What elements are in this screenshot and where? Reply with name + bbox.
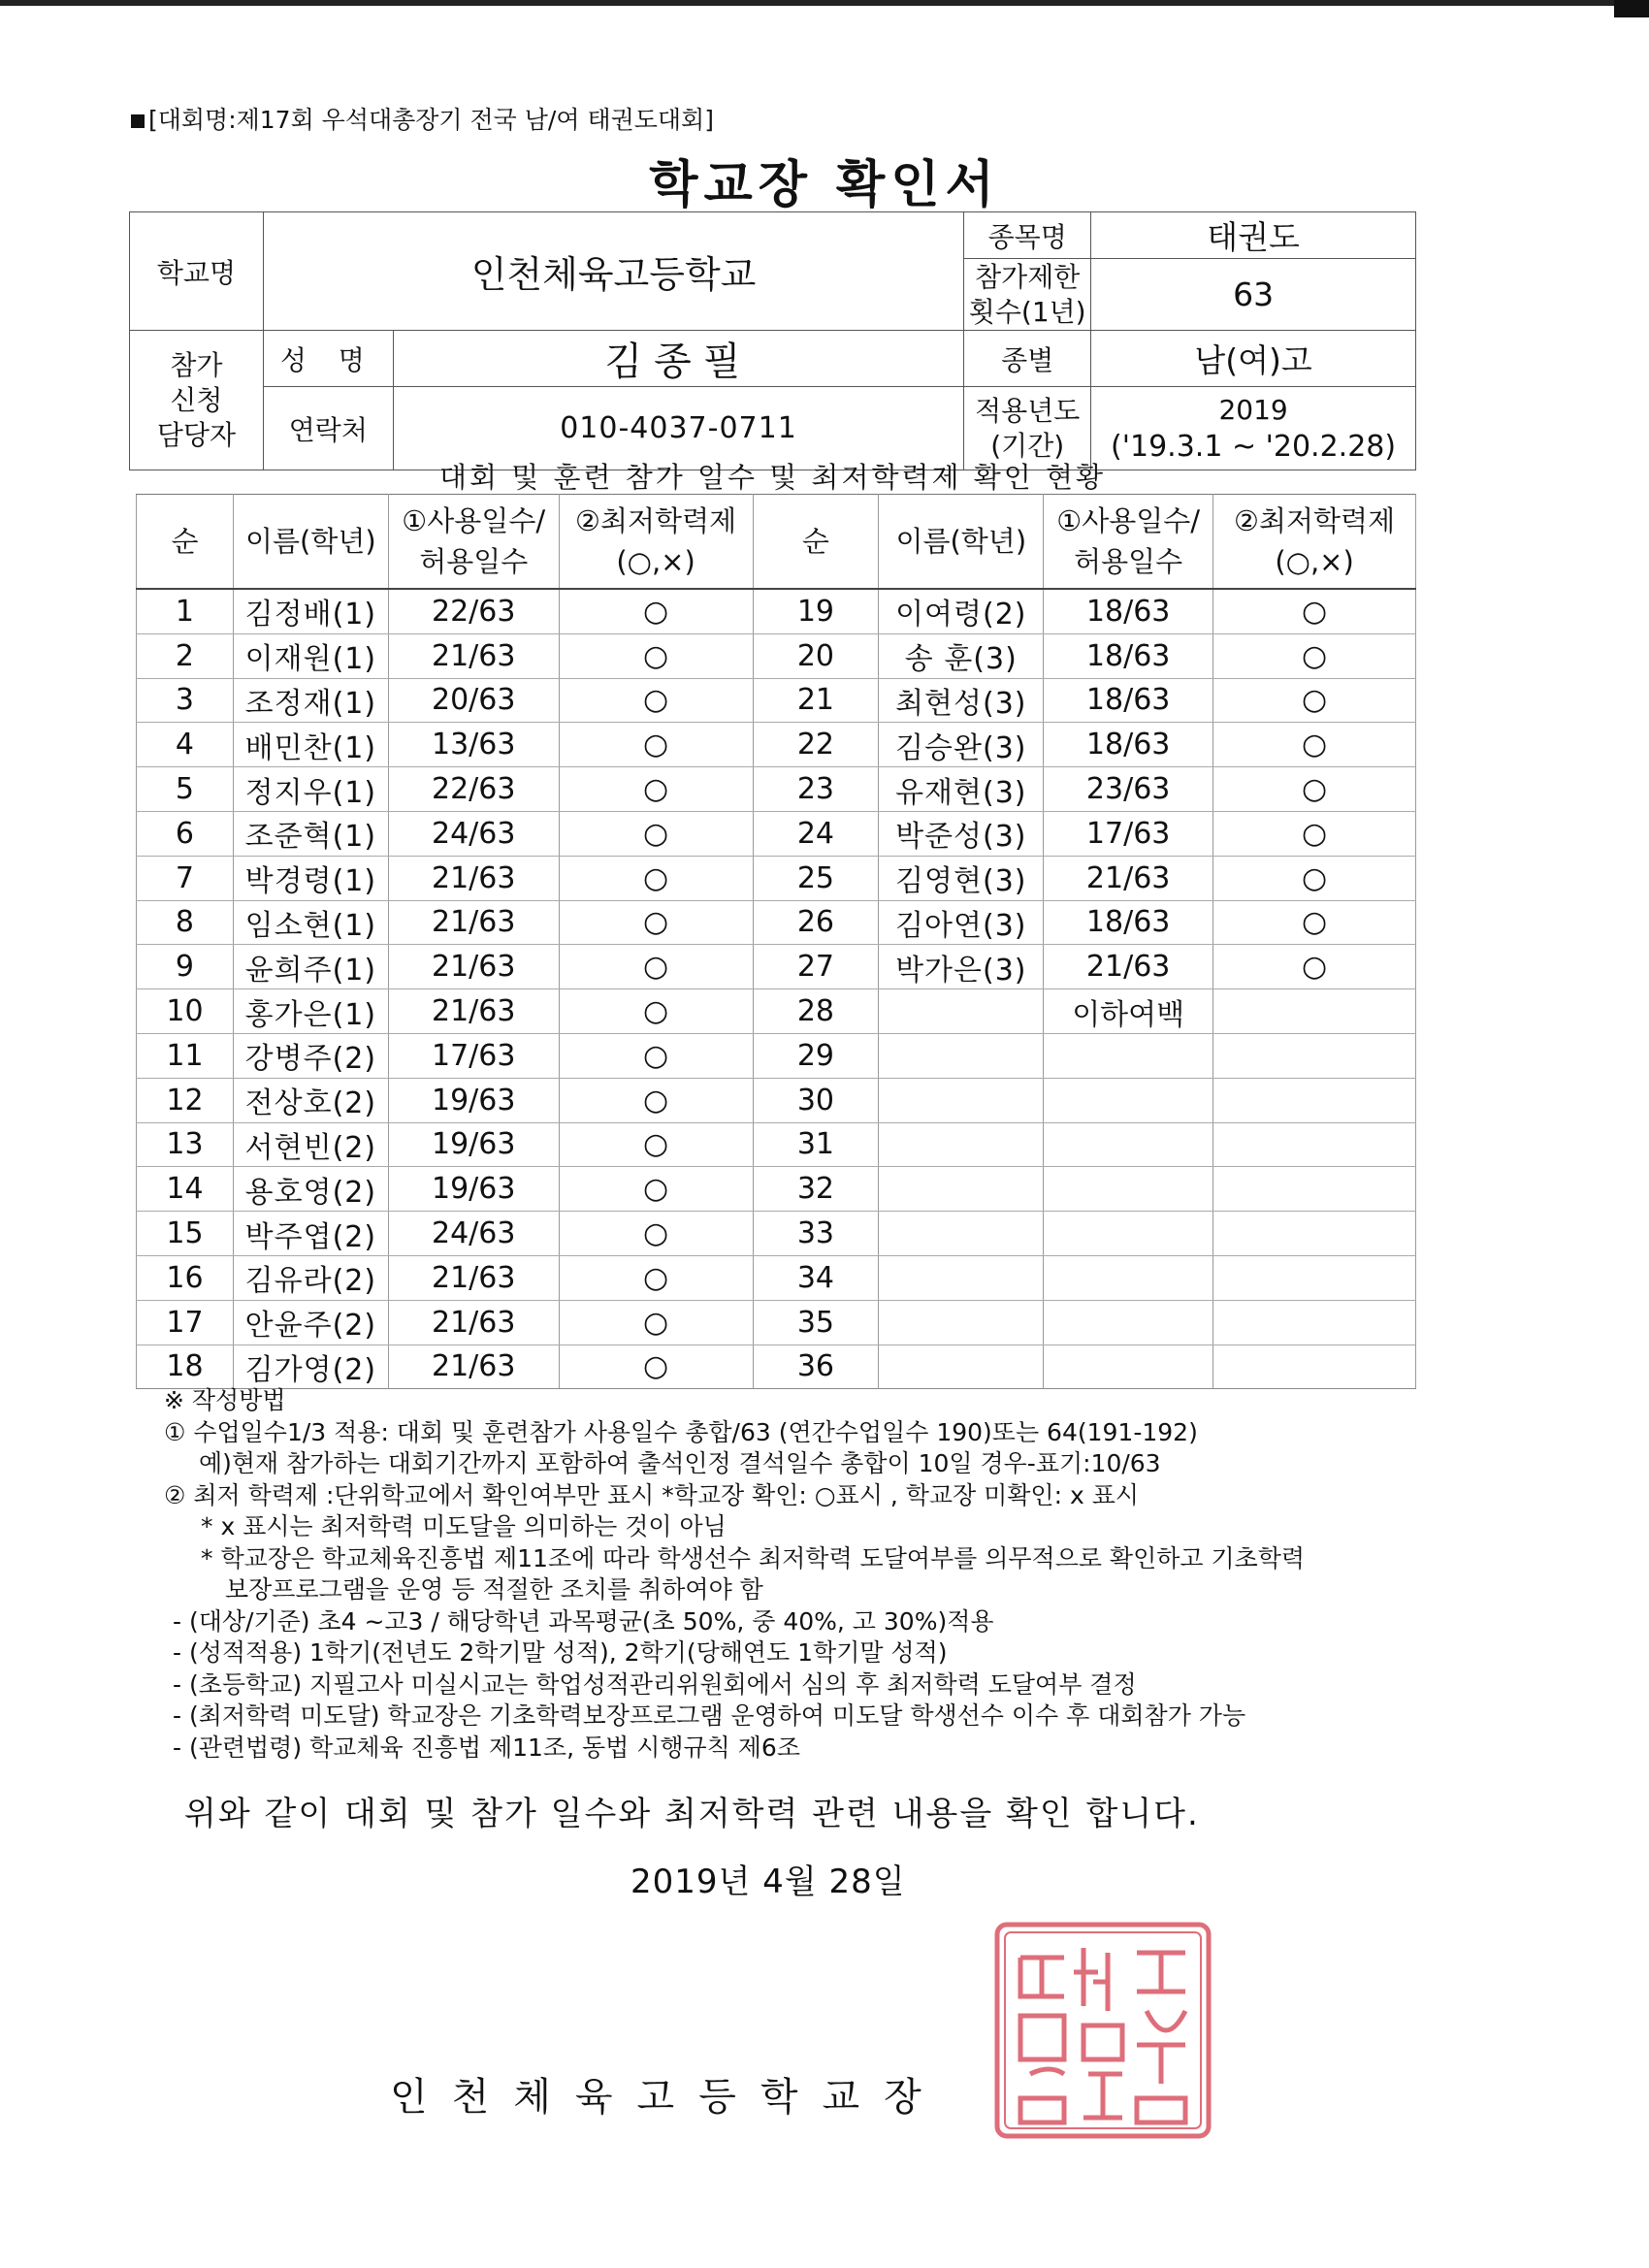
table-row	[137, 856, 1416, 900]
used-days: 23/63	[1044, 767, 1213, 812]
used-days	[1044, 1078, 1213, 1122]
row-number: 17	[137, 1300, 234, 1345]
used-days: 21/63	[1044, 945, 1213, 989]
year-label-line2: (기간)	[990, 429, 1065, 462]
method-line: - (최저학력 미도달) 학교장은 기초학력보장프로그램 운영하여 미도달 학생선수 이수 후 대회참가 가능	[173, 1701, 1246, 1730]
method-line: - (성적적용) 1학기(전년도 2학기말 성적), 2학기(당해연도 1학기말 성적)	[173, 1638, 948, 1667]
row-number: 19	[753, 589, 879, 633]
min-academic-check: ○	[559, 989, 753, 1034]
used-days: 19/63	[388, 1122, 559, 1167]
limit-label-line1: 참가제한	[975, 260, 1081, 293]
row-number: 4	[137, 723, 234, 767]
min-academic-check: ○	[559, 1255, 753, 1300]
min-academic-check: ○	[559, 678, 753, 723]
row-number: 20	[753, 633, 879, 678]
header-days-line2: 허용일수	[419, 545, 529, 578]
used-days	[1044, 1255, 1213, 1300]
min-academic-check	[1213, 1212, 1416, 1256]
row-number: 10	[137, 989, 234, 1034]
document-title: 학교장 확인서	[649, 156, 1000, 214]
method-line: * 학교장은 학교체육진흥법 제11조에 따라 학생선수 최저학력 도달여부를 의무적으로 확인하고 기초학력	[201, 1543, 1306, 1572]
row-number: 13	[137, 1122, 234, 1167]
used-days: 21/63	[388, 989, 559, 1034]
table-row	[137, 1167, 1416, 1212]
min-academic-check	[1213, 1033, 1416, 1078]
min-academic-check: ○	[559, 633, 753, 678]
used-days: 22/63	[388, 767, 559, 812]
roster-caption: 대회 및 훈련 참가 일수 및 최저학력제 확인 현황	[438, 461, 1106, 494]
student-name: 윤희주(1)	[233, 945, 388, 989]
used-days	[1044, 1122, 1213, 1167]
header-min	[559, 495, 753, 590]
year-label-line1: 적용년도	[975, 394, 1081, 427]
student-name: 박준성(3)	[879, 811, 1044, 856]
row-number: 36	[753, 1345, 879, 1389]
issue-date: 2019년 4월 28일	[630, 1863, 906, 1901]
student-name: 임소현(1)	[233, 900, 388, 945]
used-days: 19/63	[388, 1078, 559, 1122]
student-name	[879, 1345, 1044, 1389]
min-academic-check	[1213, 1078, 1416, 1122]
square-bullet-icon	[131, 114, 145, 128]
student-name	[879, 1033, 1044, 1078]
sport-label: 종목명	[964, 212, 1091, 259]
method-line: - (초등학교) 지필고사 미실시교는 학업성적관리위원회에서 심의 후 최저학력 도달여부 결정	[173, 1669, 1137, 1699]
manager-label-line1: 참가	[170, 348, 223, 381]
seal-glyph-left	[1020, 1958, 1064, 2122]
row-number: 15	[137, 1212, 234, 1256]
used-days: 21/63	[388, 945, 559, 989]
header-min-right	[1213, 495, 1416, 590]
student-name: 김정배(1)	[233, 589, 388, 633]
student-name: 박가은(3)	[879, 945, 1044, 989]
student-name	[879, 1300, 1044, 1345]
limit-label-line2: 횟수(1년)	[968, 295, 1086, 328]
min-academic-check	[1213, 1345, 1416, 1389]
used-days: 21/63	[388, 1255, 559, 1300]
method-line: * x 표시는 최저학력 미도달을 의미하는 것이 아님	[201, 1512, 727, 1540]
header-days-right-line2: 허용일수	[1074, 545, 1183, 578]
student-name: 이여령(2)	[879, 589, 1044, 633]
used-days: 20/63	[388, 678, 559, 723]
table-row	[137, 989, 1416, 1034]
student-name: 김승완(3)	[879, 723, 1044, 767]
min-academic-check: ○	[559, 1122, 753, 1167]
method-line: ② 최저 학력제 :단위학교에서 확인여부만 표시 *학교장 확인: ○표시 , 학교장 미확인: x 표시	[164, 1480, 1139, 1509]
used-days: 22/63	[388, 589, 559, 633]
row-number: 2	[137, 633, 234, 678]
method-line: - (관련법령) 학교체육 진흥법 제11조, 동법 시행규칙 제6조	[173, 1733, 800, 1762]
student-name: 최현성(3)	[879, 678, 1044, 723]
row-number: 23	[753, 767, 879, 812]
row-number: 6	[137, 811, 234, 856]
confirmation-statement: 위와 같이 대회 및 참가 일수와 최저학력 관련 내용을 확인 합니다.	[184, 1795, 1200, 1833]
header-days-line1: ①사용일수/	[402, 504, 546, 537]
min-academic-check: ○	[559, 1078, 753, 1122]
used-days: 17/63	[1044, 811, 1213, 856]
student-name: 조준혁(1)	[233, 811, 388, 856]
min-academic-check: ○	[559, 1033, 753, 1078]
table-row	[137, 589, 1416, 633]
min-academic-check	[1213, 1255, 1416, 1300]
table-row	[137, 1122, 1416, 1167]
method-heading: ※ 작성방법	[164, 1386, 286, 1414]
used-days: 18/63	[1044, 900, 1213, 945]
manager-label-line2: 신청	[170, 383, 223, 416]
table-row	[137, 900, 1416, 945]
used-days: 21/63	[388, 900, 559, 945]
min-academic-check: ○	[559, 856, 753, 900]
row-number: 28	[753, 989, 879, 1034]
header-no: 순	[137, 495, 234, 590]
row-number: 26	[753, 900, 879, 945]
row-number: 8	[137, 900, 234, 945]
row-number: 35	[753, 1300, 879, 1345]
used-days: 21/63	[388, 633, 559, 678]
student-name: 강병주(2)	[233, 1033, 388, 1078]
table-row	[137, 723, 1416, 767]
table-row	[137, 767, 1416, 812]
principal-signature: 인천체육고등학교장	[390, 2075, 946, 2120]
school-seal-stamp	[991, 1919, 1214, 2142]
school-label: 학교명	[130, 212, 264, 331]
used-days	[1044, 1033, 1213, 1078]
student-name: 박경령(1)	[233, 856, 388, 900]
min-academic-check: ○	[1213, 856, 1416, 900]
header-min-line1: ②최저학력제	[575, 504, 737, 537]
writing-method	[164, 1385, 1428, 1764]
row-number: 27	[753, 945, 879, 989]
used-days: 18/63	[1044, 633, 1213, 678]
used-days: 21/63	[388, 1300, 559, 1345]
scan-edge	[0, 0, 1649, 6]
student-name	[879, 1255, 1044, 1300]
table-row	[137, 1078, 1416, 1122]
min-academic-check: ○	[559, 900, 753, 945]
min-academic-check: ○	[559, 945, 753, 989]
student-name	[879, 1122, 1044, 1167]
table-row	[137, 1033, 1416, 1078]
student-name	[879, 1212, 1044, 1256]
row-number: 21	[753, 678, 879, 723]
school-name: 인천체육고등학교	[263, 212, 963, 331]
table-row	[137, 1255, 1416, 1300]
used-days: 18/63	[1044, 589, 1213, 633]
seal-glyph-middle	[1074, 1948, 1122, 2118]
row-number: 18	[137, 1345, 234, 1389]
seal-glyph-right	[1137, 1953, 1185, 2122]
student-name: 김가영(2)	[233, 1345, 388, 1389]
used-days	[1044, 1345, 1213, 1389]
manager-label-line3: 담당자	[156, 418, 237, 451]
student-name: 배민찬(1)	[233, 723, 388, 767]
contact-value: 010-4037-0711	[393, 387, 963, 470]
min-academic-check: ○	[1213, 678, 1416, 723]
row-number: 1	[137, 589, 234, 633]
header-days-right-line1: ①사용일수/	[1056, 504, 1201, 537]
min-academic-check	[1213, 989, 1416, 1034]
min-academic-check	[1213, 1167, 1416, 1212]
period-text: ('19.3.1 ~ '20.2.28)	[1111, 429, 1397, 464]
method-line: - (대상/기준) 초4 ~고3 / 해당학년 과목평균(초 50%, 중 40%, 고 30%)적용	[173, 1606, 994, 1636]
table-row	[137, 811, 1416, 856]
table-row	[137, 1300, 1416, 1345]
name-label: 성 명	[263, 331, 393, 387]
row-number: 30	[753, 1078, 879, 1122]
min-academic-check: ○	[559, 1300, 753, 1345]
min-academic-check: ○	[559, 1212, 753, 1256]
min-academic-check: ○	[559, 767, 753, 812]
table-row	[137, 1345, 1416, 1389]
table-row	[137, 678, 1416, 723]
used-days: 21/63	[388, 856, 559, 900]
header-days	[388, 495, 559, 590]
student-name: 정지우(1)	[233, 767, 388, 812]
row-number: 31	[753, 1122, 879, 1167]
limit-label	[964, 259, 1091, 331]
year-text: 2019	[1218, 393, 1288, 426]
min-academic-check: ○	[559, 589, 753, 633]
student-name: 홍가은(1)	[233, 989, 388, 1034]
sport-value: 태권도	[1091, 212, 1416, 259]
used-days: 24/63	[388, 1212, 559, 1256]
manager-name: 김종필	[393, 331, 963, 387]
min-academic-check: ○	[559, 723, 753, 767]
row-number: 12	[137, 1078, 234, 1122]
min-academic-check: ○	[1213, 811, 1416, 856]
method-line: 예)현재 참가하는 대회기간까지 포함하여 출석인정 결석일수 총합이 10일 경우-표기:10/63	[199, 1449, 1161, 1477]
used-days: 18/63	[1044, 678, 1213, 723]
student-name: 김아연(3)	[879, 900, 1044, 945]
row-number: 29	[753, 1033, 879, 1078]
student-name: 이재원(1)	[233, 633, 388, 678]
min-academic-check: ○	[1213, 945, 1416, 989]
row-number: 22	[753, 723, 879, 767]
min-academic-check: ○	[559, 1345, 753, 1389]
min-academic-check	[1213, 1300, 1416, 1345]
student-name: 조정재(1)	[233, 678, 388, 723]
used-days: 17/63	[388, 1033, 559, 1078]
student-name	[879, 1078, 1044, 1122]
min-academic-check: ○	[1213, 723, 1416, 767]
min-academic-check: ○	[559, 1167, 753, 1212]
row-number: 3	[137, 678, 234, 723]
student-name	[879, 1167, 1044, 1212]
table-row	[137, 633, 1416, 678]
header-days-right	[1044, 495, 1213, 590]
header-min-right-line1: ②최저학력제	[1234, 504, 1396, 537]
event-name	[131, 101, 714, 136]
header-name-right: 이름(학년)	[879, 495, 1044, 590]
row-number: 7	[137, 856, 234, 900]
row-number: 11	[137, 1033, 234, 1078]
min-academic-check: ○	[1213, 900, 1416, 945]
scan-corner	[1614, 0, 1649, 17]
table-row	[137, 1212, 1416, 1256]
used-days	[1044, 1167, 1213, 1212]
gender-value: 남(여)고	[1091, 331, 1416, 387]
row-number: 5	[137, 767, 234, 812]
used-days: 24/63	[388, 811, 559, 856]
row-number: 14	[137, 1167, 234, 1212]
used-days: 13/63	[388, 723, 559, 767]
min-academic-check: ○	[1213, 633, 1416, 678]
used-days: 이하여백	[1044, 989, 1213, 1034]
row-number: 32	[753, 1167, 879, 1212]
student-name	[879, 989, 1044, 1034]
header-name: 이름(학년)	[233, 495, 388, 590]
min-academic-check	[1213, 1122, 1416, 1167]
min-academic-check: ○	[1213, 767, 1416, 812]
used-days: 21/63	[388, 1345, 559, 1389]
used-days: 21/63	[1044, 856, 1213, 900]
row-number: 25	[753, 856, 879, 900]
used-days: 18/63	[1044, 723, 1213, 767]
student-name: 전상호(2)	[233, 1078, 388, 1122]
table-row	[137, 945, 1416, 989]
student-name: 박주엽(2)	[233, 1212, 388, 1256]
row-number: 16	[137, 1255, 234, 1300]
min-academic-check: ○	[1213, 589, 1416, 633]
row-number: 33	[753, 1212, 879, 1256]
manager-label	[130, 331, 264, 470]
gender-label: 종별	[964, 331, 1091, 387]
contact-label: 연락처	[263, 387, 393, 470]
row-number: 24	[753, 811, 879, 856]
limit-value: 63	[1091, 259, 1416, 331]
header-no-right: 순	[753, 495, 879, 590]
school-info-table	[129, 211, 1416, 470]
method-line: 보장프로그램을 운영 등 적절한 조치를 취하여야 함	[225, 1575, 763, 1604]
student-name: 안윤주(2)	[233, 1300, 388, 1345]
row-number: 34	[753, 1255, 879, 1300]
student-name: 용호영(2)	[233, 1167, 388, 1212]
student-name: 유재현(3)	[879, 767, 1044, 812]
roster-table	[136, 494, 1416, 1389]
method-line: ① 수업일수1/3 적용: 대회 및 훈련참가 사용일수 총합/63 (연간수업일수 190)또는 64(191-192)	[164, 1417, 1198, 1446]
used-days: 19/63	[388, 1167, 559, 1212]
used-days	[1044, 1300, 1213, 1345]
header-min-right-line2: (○,×)	[1275, 545, 1354, 578]
student-name: 김유라(2)	[233, 1255, 388, 1300]
min-academic-check: ○	[559, 811, 753, 856]
header-min-line2: (○,×)	[616, 545, 695, 578]
event-text: [대회명:제17회 우석대총장기 전국 남/여 태권도대회]	[148, 106, 714, 134]
student-name: 김영현(3)	[879, 856, 1044, 900]
row-number: 9	[137, 945, 234, 989]
used-days	[1044, 1212, 1213, 1256]
student-name: 서현빈(2)	[233, 1122, 388, 1167]
student-name: 송 훈(3)	[879, 633, 1044, 678]
